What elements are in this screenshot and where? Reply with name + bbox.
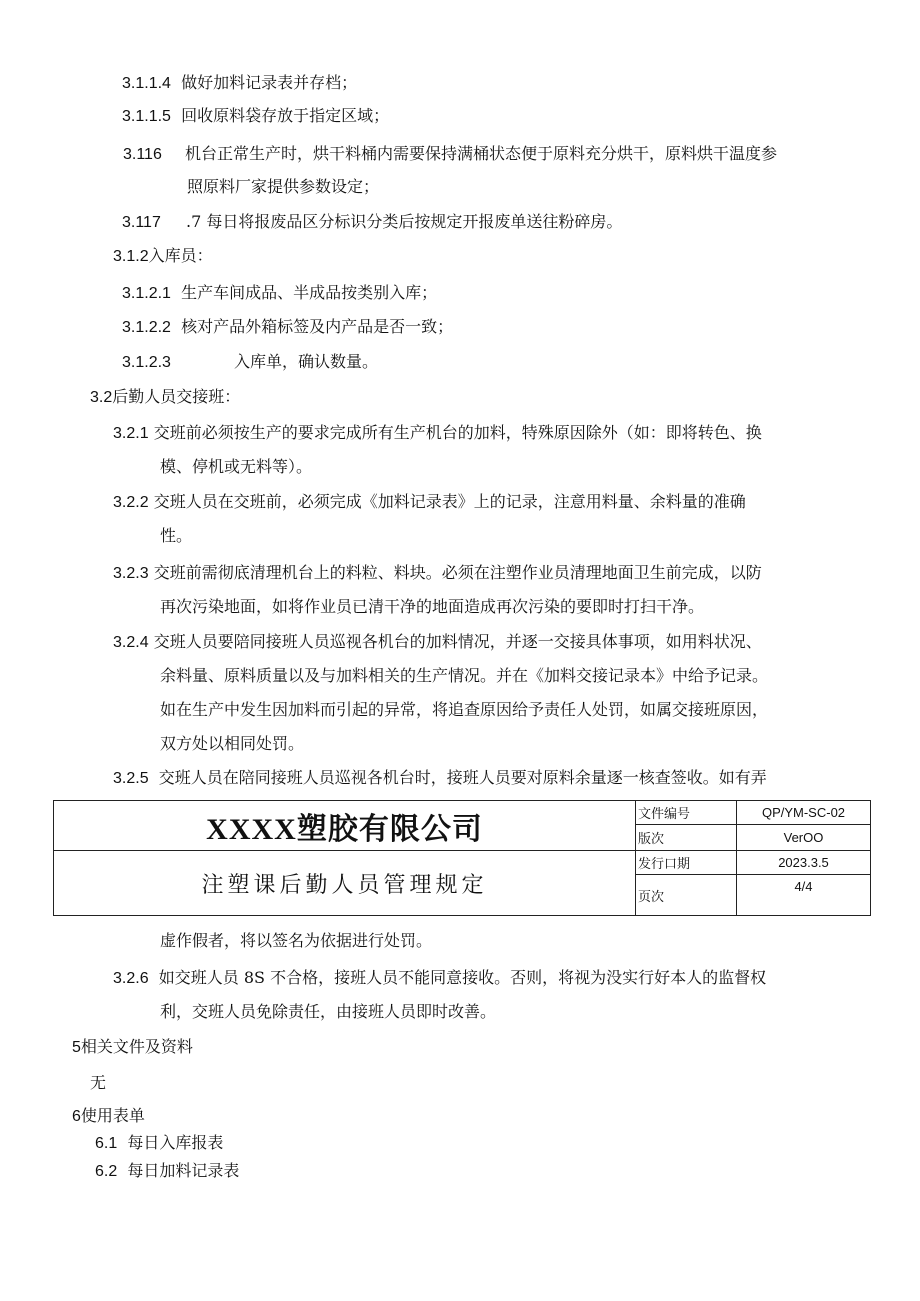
section-3-2: 3.2后勤人员交接班： [90,387,241,406]
company-name: XXXX塑胶有限公司 [54,801,636,851]
clause-3-1-1-4: 3.1.1.4 做好加料记录表并存档； [122,73,358,92]
clause-3-2-3: 3.2.3 交班前需彻底清理机台上的料粒、料块。必须在注塑作业员清理地面卫生前完成，以防 [113,563,762,582]
issue-date-value: 2023.3.5 [737,851,871,875]
document-title: 注塑课后勤人员管理规定 [54,851,636,916]
document-header-table [53,800,871,916]
clause-3-1-2: 3.1.2入库员： [113,246,213,265]
page-value: 4/4 [737,875,871,916]
clause-3-2-4-cont2: 如在生产中发生因加料而引起的异常，将追查原因给予责任人处罚，如属交接班原因， [160,700,769,719]
clause-3-2-2-cont: 性。 [160,526,193,545]
clause-3-2-4: 3.2.4 交班人员要陪同接班人员巡视各机台的加料情况，并逐一交接具体事项，如用料状况、 [113,632,762,651]
section-5-none: 无 [90,1073,107,1092]
form-6-2: 6.2 每日加料记录表 [95,1161,240,1180]
clause-3-2-4-cont: 余料量、原料质量以及与加料相关的生产情况。并在《加料交接记录本》中给予记录。 [160,666,769,685]
clause-3-116: 3.116 机台正常生产时，烘干料桶内需要保持满桶状态便于原料充分烘干，原料烘干温度参 [123,144,778,163]
clause-3-2-5: 3.2.5 交班人员在陪同接班人员巡视各机台时，接班人员要对原料余量逐一核查签收。如有弄 [113,768,767,787]
clause-3-117: 3.117 .7 每日将报废品区分标识分类后按规定开报废单送往粉碎房。 [122,212,623,231]
page-label: 页次 [636,875,737,916]
clause-3-1-2-1: 3.1.2.1 生产车间成品、半成品按类别入库； [122,283,438,302]
clause-3-2-4-cont3: 双方处以相同处罚。 [160,734,305,753]
version-label: 版次 [636,825,737,851]
issue-date-label: 发行口期 [636,851,737,875]
clause-3-2-3-cont: 再次污染地面，如将作业员已清干净的地面造成再次污染的要即时打扫干净。 [160,597,705,616]
clause-3-2-1-cont: 模、停机或无料等）。 [160,457,313,476]
clause-3-1-1-5: 3.1.1.5 回收原料袋存放于指定区域； [122,106,390,125]
clause-3-1-2-3: 3.1.2.3 入库单，确认数量。 [122,352,379,371]
clause-3-2-5-cont: 虚作假者，将以签名为依据进行处罚。 [160,931,433,950]
clause-3-2-6-cont: 利，交班人员免除责任，由接班人员即时改善。 [160,1002,497,1021]
clause-3-1-2-2: 3.1.2.2 核对产品外箱标签及内产品是否一致； [122,317,454,336]
section-6: 6使用表单 [72,1106,145,1125]
clause-3-116-cont: 照原料厂家提供参数设定； [187,177,380,196]
doc-number-value: QP/YM-SC-02 [737,801,871,825]
form-6-1: 6.1 每日入库报表 [95,1133,224,1152]
clause-3-2-1: 3.2.1 交班前必须按生产的要求完成所有生产机台的加料，特殊原因除外（如：即将转色、换 [113,423,762,442]
section-5: 5相关文件及资料 [72,1037,193,1056]
clause-3-2-2: 3.2.2 交班人员在交班前，必须完成《加料记录表》上的记录，注意用料量、余料量的准确 [113,492,746,511]
doc-number-label: 文件编号 [636,801,737,825]
version-value: VerOO [737,825,871,851]
clause-3-2-6: 3.2.6 如交班人员 8S 不合格，接班人员不能同意接收。否则，将视为没实行好本人的监督权 [113,968,767,987]
